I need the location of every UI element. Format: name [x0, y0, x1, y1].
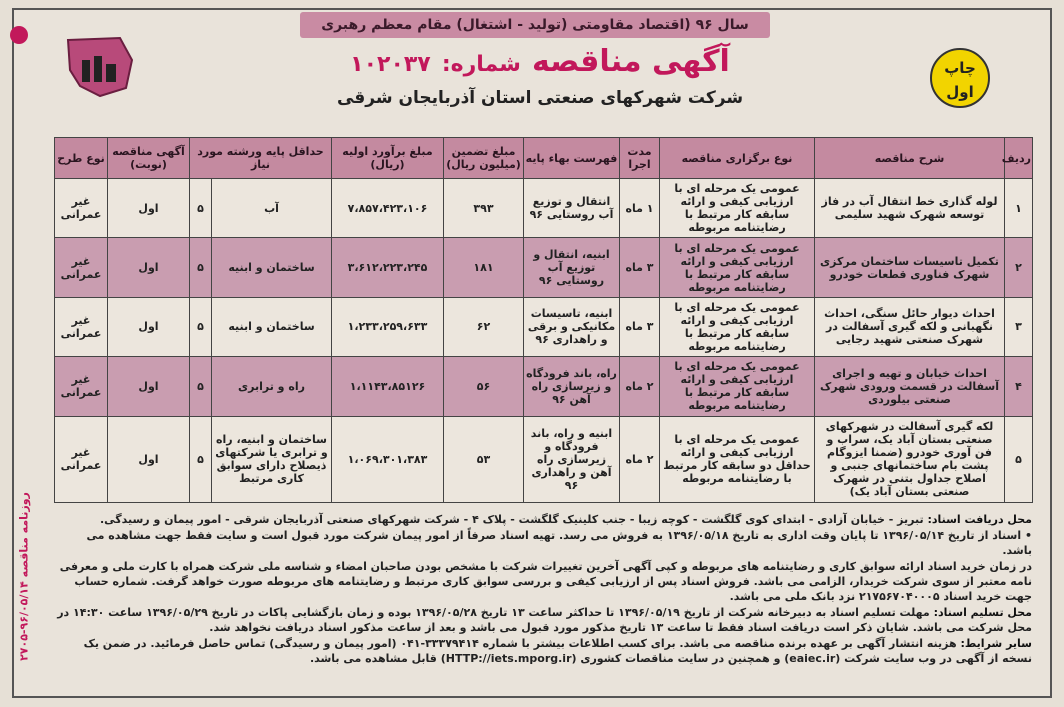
- title-text: آگهی مناقصه: [532, 44, 730, 79]
- cell-desc: لوله گذاری خط انتقال آب در فاز توسعه شهرک شهید سلیمی: [815, 179, 1005, 238]
- footer-doc-dates: • اسناد از تاریخ ۱۳۹۶/۰۵/۱۴ تا پایان وقت اداری به تاریخ ۱۳۹۶/۰۵/۱۸ به فروش می رسد. تهیه اسناد صرفاً از امور پیمان شرکت مورد قبول است و سایت فقط جهت مشاهده می باشد.: [86, 529, 1032, 557]
- cell-duration: [620, 297, 660, 356]
- table-header-row: [55, 138, 1033, 179]
- cell-type: عمومی یک مرحله ای با ارزیابی کیفی و ارائه سابقه کار مرتبط با رضایتنامه مربوطه: [660, 297, 815, 356]
- newspaper-side-tag: [14, 470, 34, 690]
- cell-grade-number: ۵: [190, 357, 212, 416]
- footer-doc-place: [54, 512, 1032, 527]
- cell-base: انتقال و توزیع آب روستایی ۹۶: [524, 179, 620, 238]
- cell-guarantee: ۶۲: [444, 297, 524, 356]
- cell-kind: غیر عمرانی: [55, 416, 108, 503]
- cell-grade-number: ۵: [190, 179, 212, 238]
- col-row: ردیف: [1005, 138, 1033, 179]
- col-estimate: مبلغ برآورد اولیه (ریال): [332, 138, 444, 179]
- table-row: [55, 357, 1033, 416]
- cell-guarantee: ۵۶: [444, 357, 524, 416]
- company-name: شرکت شهرکهای صنعتی استان آذربایجان شرقی: [336, 88, 744, 108]
- footer-other: [54, 636, 1032, 666]
- duration-number: ۳: [646, 320, 654, 334]
- cell-desc: تکمیل تاسیسات ساختمان مرکزی شهرک فناوری قطعات خودرو: [815, 238, 1005, 297]
- cell-kind: غیر عمرانی: [55, 297, 108, 356]
- cell-n: ۵: [1005, 416, 1033, 503]
- footer-purchase-terms: در زمان خرید اسناد ارائه سوابق کاری و رضایتنامه های مربوطه و کپی آگهی آخرین تغییرات شرکت با مشخص بودن صاحبان امضاء و شناسه ملی شرکت همراه با کارت ملی و معرفی نامه معتبر از سوی شرکت خریدار، الزامی می باشد. فروش اسناد پس از ارزیابی کیفی و بررسی سوابق کاری مرتبط و رضایتنامه های مربوطه صورت خواهد گرفت. شماره حساب جهت خرید اسناد ۲۱۷۵۶۷۰۴۰۰۰۵ نزد بانک ملی می باشد.: [59, 560, 1032, 603]
- footer-doc-place-label: محل دریافت اسناد:: [927, 513, 1032, 526]
- cell-duration: [620, 416, 660, 503]
- col-notice: آگهی مناقصه (نوبت): [108, 138, 190, 179]
- cell-guarantee: ۱۸۱: [444, 238, 524, 297]
- duration-number: ۱: [646, 201, 654, 215]
- footer-doc-place-text: تبریز - خیابان آزادی - ابتدای کوی گلگشت - کوچه زیبا - جنب کلینیک گلگشت - پلاک ۴ - شرکت شهرکهای صنعتی آذربایجان شرقی - امور پیمان و رسیدگی.: [99, 513, 924, 526]
- table-row: [55, 297, 1033, 356]
- cell-estimate: ۱،۰۶۹،۳۰۱،۳۸۳: [332, 416, 444, 503]
- duration-unit: ماه: [625, 261, 643, 275]
- cell-notice: اول: [108, 416, 190, 503]
- cell-guarantee: ۳۹۳: [444, 179, 524, 238]
- cell-grade: ساختمان و ابنیه: [212, 297, 332, 356]
- cell-grade: ساختمان و ابنیه، راه و ترابری یا شرکتهای ذیصلاح دارای سوابق کاری مرتبط: [212, 416, 332, 503]
- cell-kind: غیر عمرانی: [55, 357, 108, 416]
- title-number-label: شماره:: [441, 52, 521, 77]
- footer-other-text: هزینه انتشار آگهی بر عهده برنده مناقصه می باشد. برای کسب اطلاعات بیشتر با شماره ۳۳۳۷۹۴۱۴-۰۴۱ (امور پیمان و رسیدگی) تماس حاصل فرمائید. در ضمن یک نسخه از آگهی در وب سایت شرکت (eaiec.ir) و همچنین در سایت مناقصات کشوری (HTTP://iets.mporg.ir) قابل مشاهده می باشد.: [83, 637, 1032, 665]
- ad-footer: [54, 512, 1032, 667]
- table-row: [55, 238, 1033, 297]
- duration-unit: ماه: [625, 452, 643, 466]
- duration-number: ۳: [646, 261, 654, 275]
- cell-duration: [620, 179, 660, 238]
- side-tag-text: روزنامه مناقصه ۹۶/۰۵/۱۴-۲۷۰۵: [17, 492, 31, 661]
- corner-dot-icon: [10, 26, 28, 44]
- table-row: [55, 416, 1033, 503]
- duration-unit: ماه: [625, 320, 643, 334]
- cell-n: ۳: [1005, 297, 1033, 356]
- industrial-towns-logo-icon: [60, 30, 140, 100]
- cell-guarantee: ۵۳: [444, 416, 524, 503]
- col-desc: شرح مناقصه: [815, 138, 1005, 179]
- cell-grade-number: ۵: [190, 297, 212, 356]
- duration-number: ۲: [646, 452, 654, 466]
- duration-unit: ماه: [625, 379, 643, 393]
- table-row: [55, 179, 1033, 238]
- col-kind: نوع طرح: [55, 138, 108, 179]
- cell-desc: احداث خیابان و تهیه و اجرای آسفالت در قسمت ورودی شهرک صنعتی بیلوردی: [815, 357, 1005, 416]
- col-duration: مدت اجرا: [620, 138, 660, 179]
- footer-submit: [54, 605, 1032, 635]
- cell-type: عمومی یک مرحله ای با ارزیابی کیفی و ارائه سابقه کار مرتبط با رضایتنامه مربوطه: [660, 238, 815, 297]
- cell-base: راه، باند فرودگاه و زیرسازی راه آهن ۹۶: [524, 357, 620, 416]
- col-guarantee: مبلغ تضمین (میلیون ریال): [444, 138, 524, 179]
- tender-table: [54, 137, 1033, 503]
- cell-base: ابنیه و راه، باند فرودگاه و زیرسازی راه آهن و راهداری ۹۶: [524, 416, 620, 503]
- cell-n: ۴: [1005, 357, 1033, 416]
- cell-estimate: ۱،۱۱۴۳،۸۵۱۲۶: [332, 357, 444, 416]
- first-print-badge: [930, 48, 990, 108]
- cell-type: عمومی یک مرحله ای با ارزیابی کیفی و ارائه سابقه کار مرتبط با رضایتنامه مربوطه: [660, 179, 815, 238]
- footer-other-label: سایر شرایط:: [960, 637, 1032, 650]
- duration-unit: ماه: [625, 201, 643, 215]
- cell-base: ابنیه، انتقال و توزیع آب روستایی ۹۶: [524, 238, 620, 297]
- cell-base: ابنیه، تاسیسات مکانیکی و برقی و راهداری ۹۶: [524, 297, 620, 356]
- cell-estimate: ۱،۲۳۳،۲۵۹،۶۳۳: [332, 297, 444, 356]
- ad-title: [330, 44, 750, 88]
- duration-number: ۲: [646, 379, 654, 393]
- col-grade: حداقل پایه ورشته مورد نیاز: [190, 138, 332, 179]
- cell-duration: [620, 238, 660, 297]
- cell-grade: ساختمان و ابنیه: [212, 238, 332, 297]
- cell-estimate: ۳،۶۱۲،۲۲۳،۲۴۵: [332, 238, 444, 297]
- cell-duration: [620, 357, 660, 416]
- cell-grade: راه و ترابری: [212, 357, 332, 416]
- cell-estimate: ۷،۸۵۷،۴۲۳،۱۰۶: [332, 179, 444, 238]
- cell-n: ۱: [1005, 179, 1033, 238]
- cell-n: ۲: [1005, 238, 1033, 297]
- badge-line1: چاپ: [944, 59, 976, 77]
- cell-kind: غیر عمرانی: [55, 179, 108, 238]
- cell-notice: اول: [108, 238, 190, 297]
- cell-desc: احداث دیوار حائل سنگی، احداث نگهبانی و لکه گیری آسفالت در شهرک صنعتی شهید رجایی: [815, 297, 1005, 356]
- cell-notice: اول: [108, 297, 190, 356]
- col-base-list: فهرست بهاء پایه: [524, 138, 620, 179]
- badge-line2: اول: [946, 83, 974, 101]
- cell-grade-number: ۵: [190, 238, 212, 297]
- cell-notice: اول: [108, 179, 190, 238]
- footer-submit-label: محل تسلیم اسناد:: [933, 606, 1032, 619]
- tender-number: ۱۰۲۰۳۷: [350, 52, 431, 77]
- cell-notice: اول: [108, 357, 190, 416]
- cell-grade-number: ۵: [190, 416, 212, 503]
- cell-kind: غیر عمرانی: [55, 238, 108, 297]
- col-type: نوع برگزاری مناقصه: [660, 138, 815, 179]
- cell-type: عمومی یک مرحله ای با ارزیابی کیفی و ارائه حداقل دو سابقه کار مرتبط با رضایتنامه مربوطه: [660, 416, 815, 503]
- slogan-banner: سال ۹۶ (اقتصاد مقاومتی (تولید - اشتغال) مقام معظم رهبری: [300, 12, 770, 38]
- cell-type: عمومی یک مرحله ای با ارزیابی کیفی و ارائه سابقه کار مرتبط با رضایتنامه مربوطه: [660, 357, 815, 416]
- cell-desc: لکه گیری آسفالت در شهرکهای صنعتی بستان آباد یک، سراب و فن آوری خودرو (ضمنا ایزوگام پشت بام ساختمانهای جنبی و اصلاح جداول بتنی در شهرک صنعتی بستان آباد یک): [815, 416, 1005, 503]
- cell-grade: آب: [212, 179, 332, 238]
- footer-submit-text: مهلت تسلیم اسناد به دبیرخانه شرکت از تاریخ ۱۳۹۶/۰۵/۱۹ تا حداکثر ساعت ۱۳ تاریخ ۱۳۹۶/۰۵/۲۸ بوده و زمان بازگشایی پاکات در تاریخ ۱۳۹۶/۰۵/۲۹ ساعت ۱۴:۳۰ در محل شرکت می باشد. شایان ذکر است دریافت اسناد فقط تا ساعت ۱۳ تاریخ مذکور مورد قبول می باشد و بعد از ساعت مذکور اسناد دریافت نخواهد شد.: [57, 606, 1032, 634]
